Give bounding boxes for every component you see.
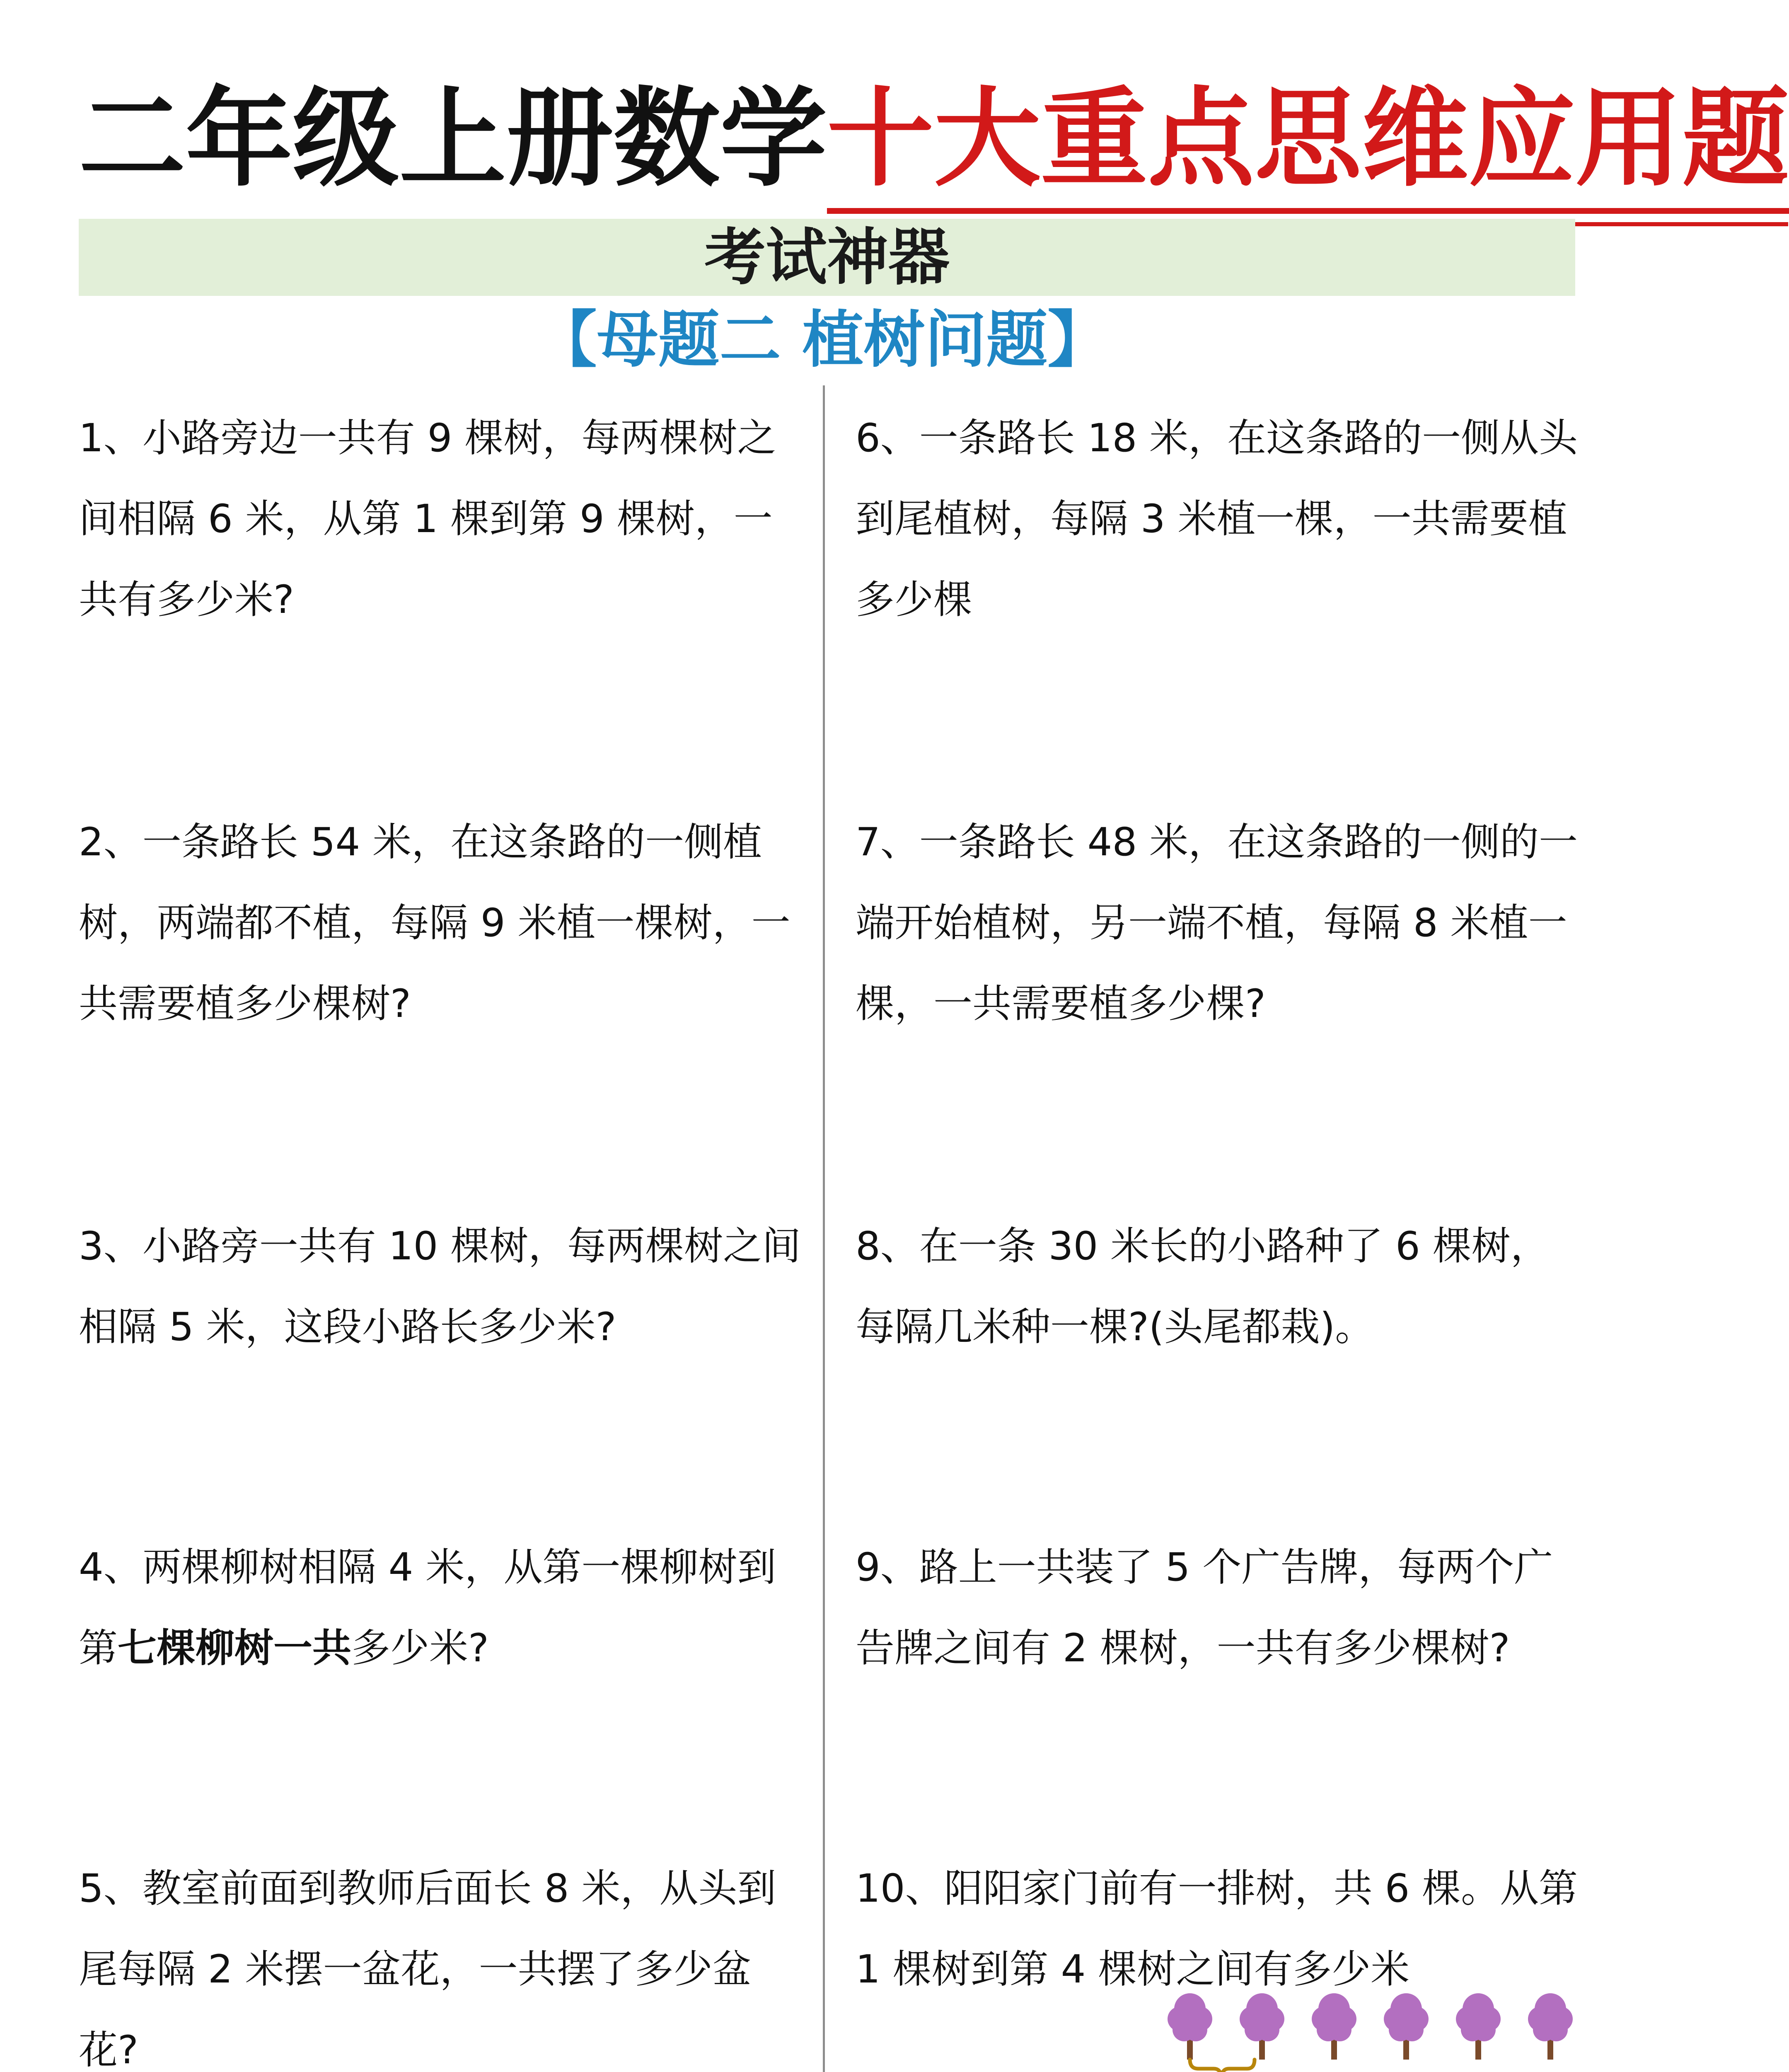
question-2: 2、一条路长 54 米，在这条路的一侧植树，两端都不植，每隔 9 米植一棵树，一共需要植多少棵树? <box>79 820 791 1026</box>
question-10: 10、阳阳家门前有一排树，共 6 棵。从第 1 棵树到第 4 棵树之间有多少米 <box>856 1866 1578 1992</box>
title-main: 二年级上册数学 <box>79 77 827 201</box>
tree-icon <box>1456 1993 1501 2060</box>
question-7: 7、一条路长 48 米，在这条路的一侧的一端开始植树，另一端不植，每隔 8 米植一棵，一共需要植多少棵? <box>856 820 1578 1026</box>
title-highlight: 十大重点思维应用题 <box>827 70 1789 207</box>
question-1: 1、小路旁边一共有 9 棵树，每两棵树之间相隔 6 米，从第 1 棵到第 9 棵树，一共有多少米? <box>79 416 776 622</box>
column-divider <box>823 385 825 2072</box>
question-5: 5、教室前面到教师后面长 8 米，从头到尾每隔 2 米摆一盆花，一共摆了多少盆花? <box>79 1866 776 2072</box>
question-6: 6、一条路长 18 米，在这条路的一侧从头到尾植树，每隔 3 米植一棵，一共需要植多少棵 <box>856 416 1578 622</box>
tree-icon <box>1312 1993 1356 2060</box>
distance-brace <box>1190 2060 1255 2072</box>
banner-text: 考试神器 <box>704 222 950 293</box>
banner <box>79 219 1575 296</box>
tree-icon <box>1240 1993 1284 2060</box>
section-subtitle: 【母题二 植树问题】 <box>535 304 1109 375</box>
question-4-part-c: 多少米? <box>351 1626 489 1671</box>
page-title <box>79 70 1789 207</box>
question-4 <box>79 1527 808 1689</box>
tree-row-svg <box>1168 1997 1583 2072</box>
question-9: 9、路上一共装了 5 个广告牌，每两个广告牌之间有 2 棵树，一共有多少棵树? <box>856 1545 1553 1671</box>
tree-icon <box>1168 1993 1212 2060</box>
tree-illustration <box>1168 1997 1583 2072</box>
question-3: 3、小路旁一共有 10 棵树，每两棵树之间相隔 5 米，这段小路长多少米? <box>79 1224 801 1350</box>
question-8: 8、在一条 30 米长的小路种了 6 棵树，每隔几米种一棵?(头尾都栽)。 <box>856 1224 1550 1350</box>
question-4-part-b: 七棵柳树一共 <box>118 1626 352 1671</box>
question-4-part-a: 4、两棵柳树相隔 4 米，从第一棵柳树到第 <box>79 1545 776 1671</box>
tree-icon <box>1384 1993 1429 2060</box>
tree-icon <box>1528 1993 1573 2060</box>
